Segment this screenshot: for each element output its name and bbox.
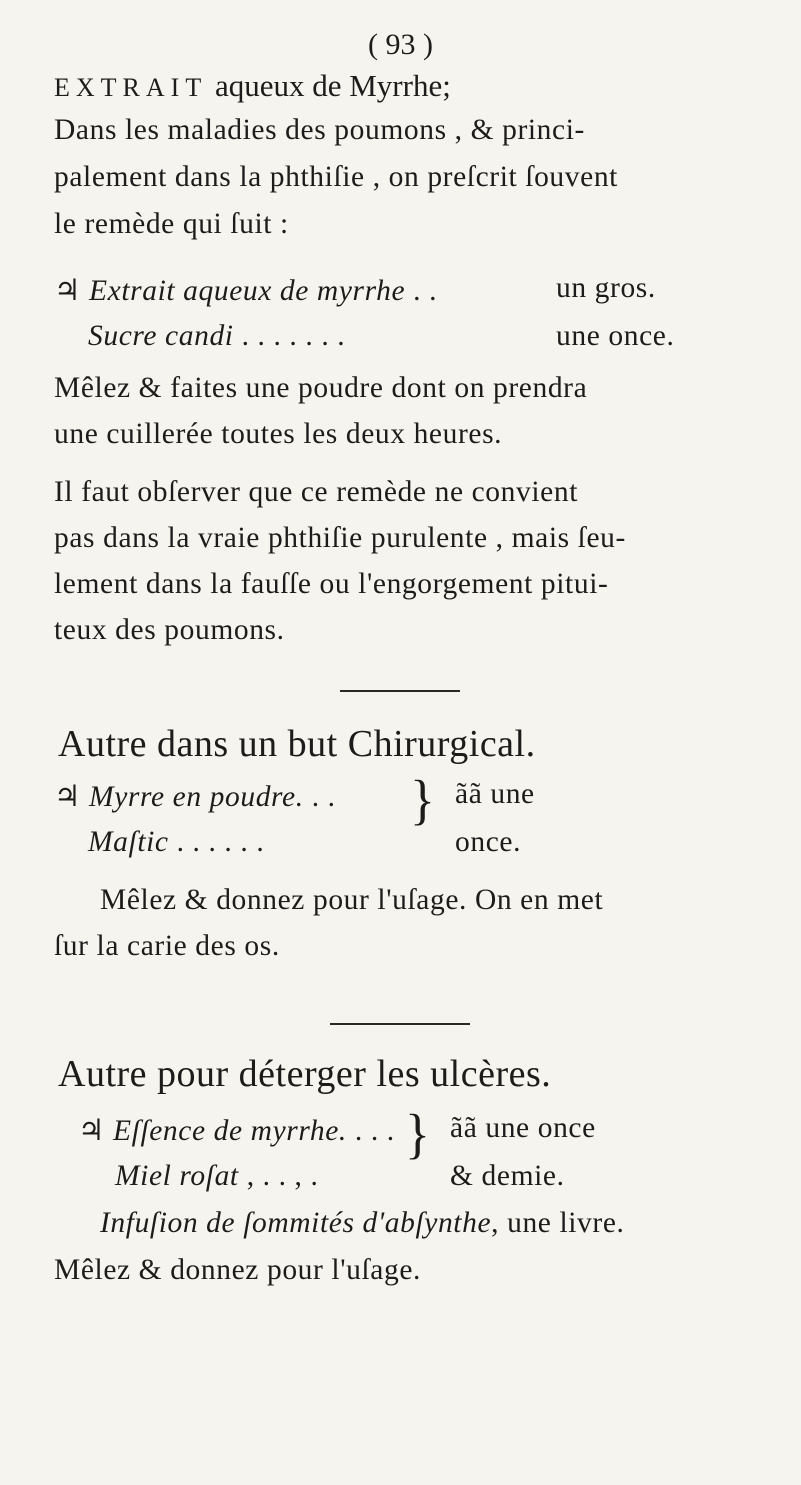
recipe-item: Miel roſat	[115, 1160, 239, 1192]
recipe-dose: ãã une once	[450, 1112, 596, 1144]
recipe-item: Myrre en poudre.	[89, 781, 304, 813]
recipe-dose: , une livre.	[491, 1207, 625, 1239]
recipe-dose: once.	[455, 826, 522, 858]
recipe-dose: & demie.	[450, 1160, 565, 1192]
leader-dots: , . . , .	[238, 1160, 319, 1192]
title-caps: EXTRAIT	[54, 73, 208, 102]
instruction-line: Mêlez & faites une poudre dont on prendra	[54, 372, 588, 404]
section-title	[54, 68, 451, 104]
recipe-item: Extrait aqueux de myrrhe	[89, 275, 406, 307]
recipe-line	[88, 320, 345, 353]
leader-dots: . .	[405, 275, 438, 307]
leader-dots: . . .	[346, 1115, 395, 1147]
observation-line: lement dans la fauſſe ou l'engorgement pitui-	[54, 568, 609, 600]
instruction-line: Mêlez & donnez pour l'uſage.	[54, 1254, 421, 1286]
section-heading: Autre dans un but Chirurgical.	[58, 723, 536, 765]
observation-line: pas dans la vraie phthiſie purulente , mais ſeu-	[54, 522, 626, 554]
recipe-dose: une once.	[556, 320, 675, 352]
intro-line: le remède qui ſuit :	[54, 208, 289, 240]
recipe-item: Eſſence de myrrhe.	[113, 1115, 347, 1147]
leader-dots: . . . . . . .	[233, 320, 346, 352]
recipe-item: Maſtic	[88, 826, 169, 858]
jupiter-symbol: ♃	[54, 275, 82, 307]
recipe-dose: un gros.	[556, 272, 656, 304]
jupiter-symbol: ♃	[54, 781, 82, 813]
brace: }	[405, 1104, 430, 1165]
jupiter-symbol: ♃	[78, 1115, 106, 1147]
section-heading: Autre pour déterger les ulcères.	[58, 1053, 552, 1095]
intro-line: Dans les maladies des poumons , & princi-	[54, 114, 585, 146]
recipe-line	[78, 1112, 395, 1148]
recipe-item: Sucre candi	[88, 320, 234, 352]
recipe-line	[54, 778, 336, 814]
page-number: ( 93 )	[368, 28, 433, 61]
instruction-line: ſur la carie des os.	[54, 930, 280, 962]
section-divider	[330, 1023, 470, 1025]
observation-line: Il faut obſerver que ce remède ne convient	[54, 476, 578, 508]
recipe-line	[115, 1160, 318, 1193]
section-divider	[340, 690, 460, 692]
observation-line: teux des poumons.	[54, 614, 285, 646]
recipe-line	[100, 1207, 625, 1240]
recipe-line	[54, 272, 437, 308]
intro-line: palement dans la phthiſie , on preſcrit ſouvent	[54, 161, 618, 193]
leader-dots: . . . . . .	[168, 826, 265, 858]
recipe-dose: ãã une	[455, 778, 535, 810]
leader-dots: . .	[303, 781, 336, 813]
title-rest: aqueux de Myrrhe;	[207, 68, 451, 103]
instruction-line: Mêlez & donnez pour l'uſage. On en met	[100, 884, 604, 916]
recipe-item: Infuſion de ſommités d'abſynthe	[100, 1207, 492, 1239]
recipe-line	[88, 826, 264, 859]
instruction-line: une cuillerée toutes les deux heures.	[54, 418, 503, 450]
brace: }	[410, 770, 435, 831]
